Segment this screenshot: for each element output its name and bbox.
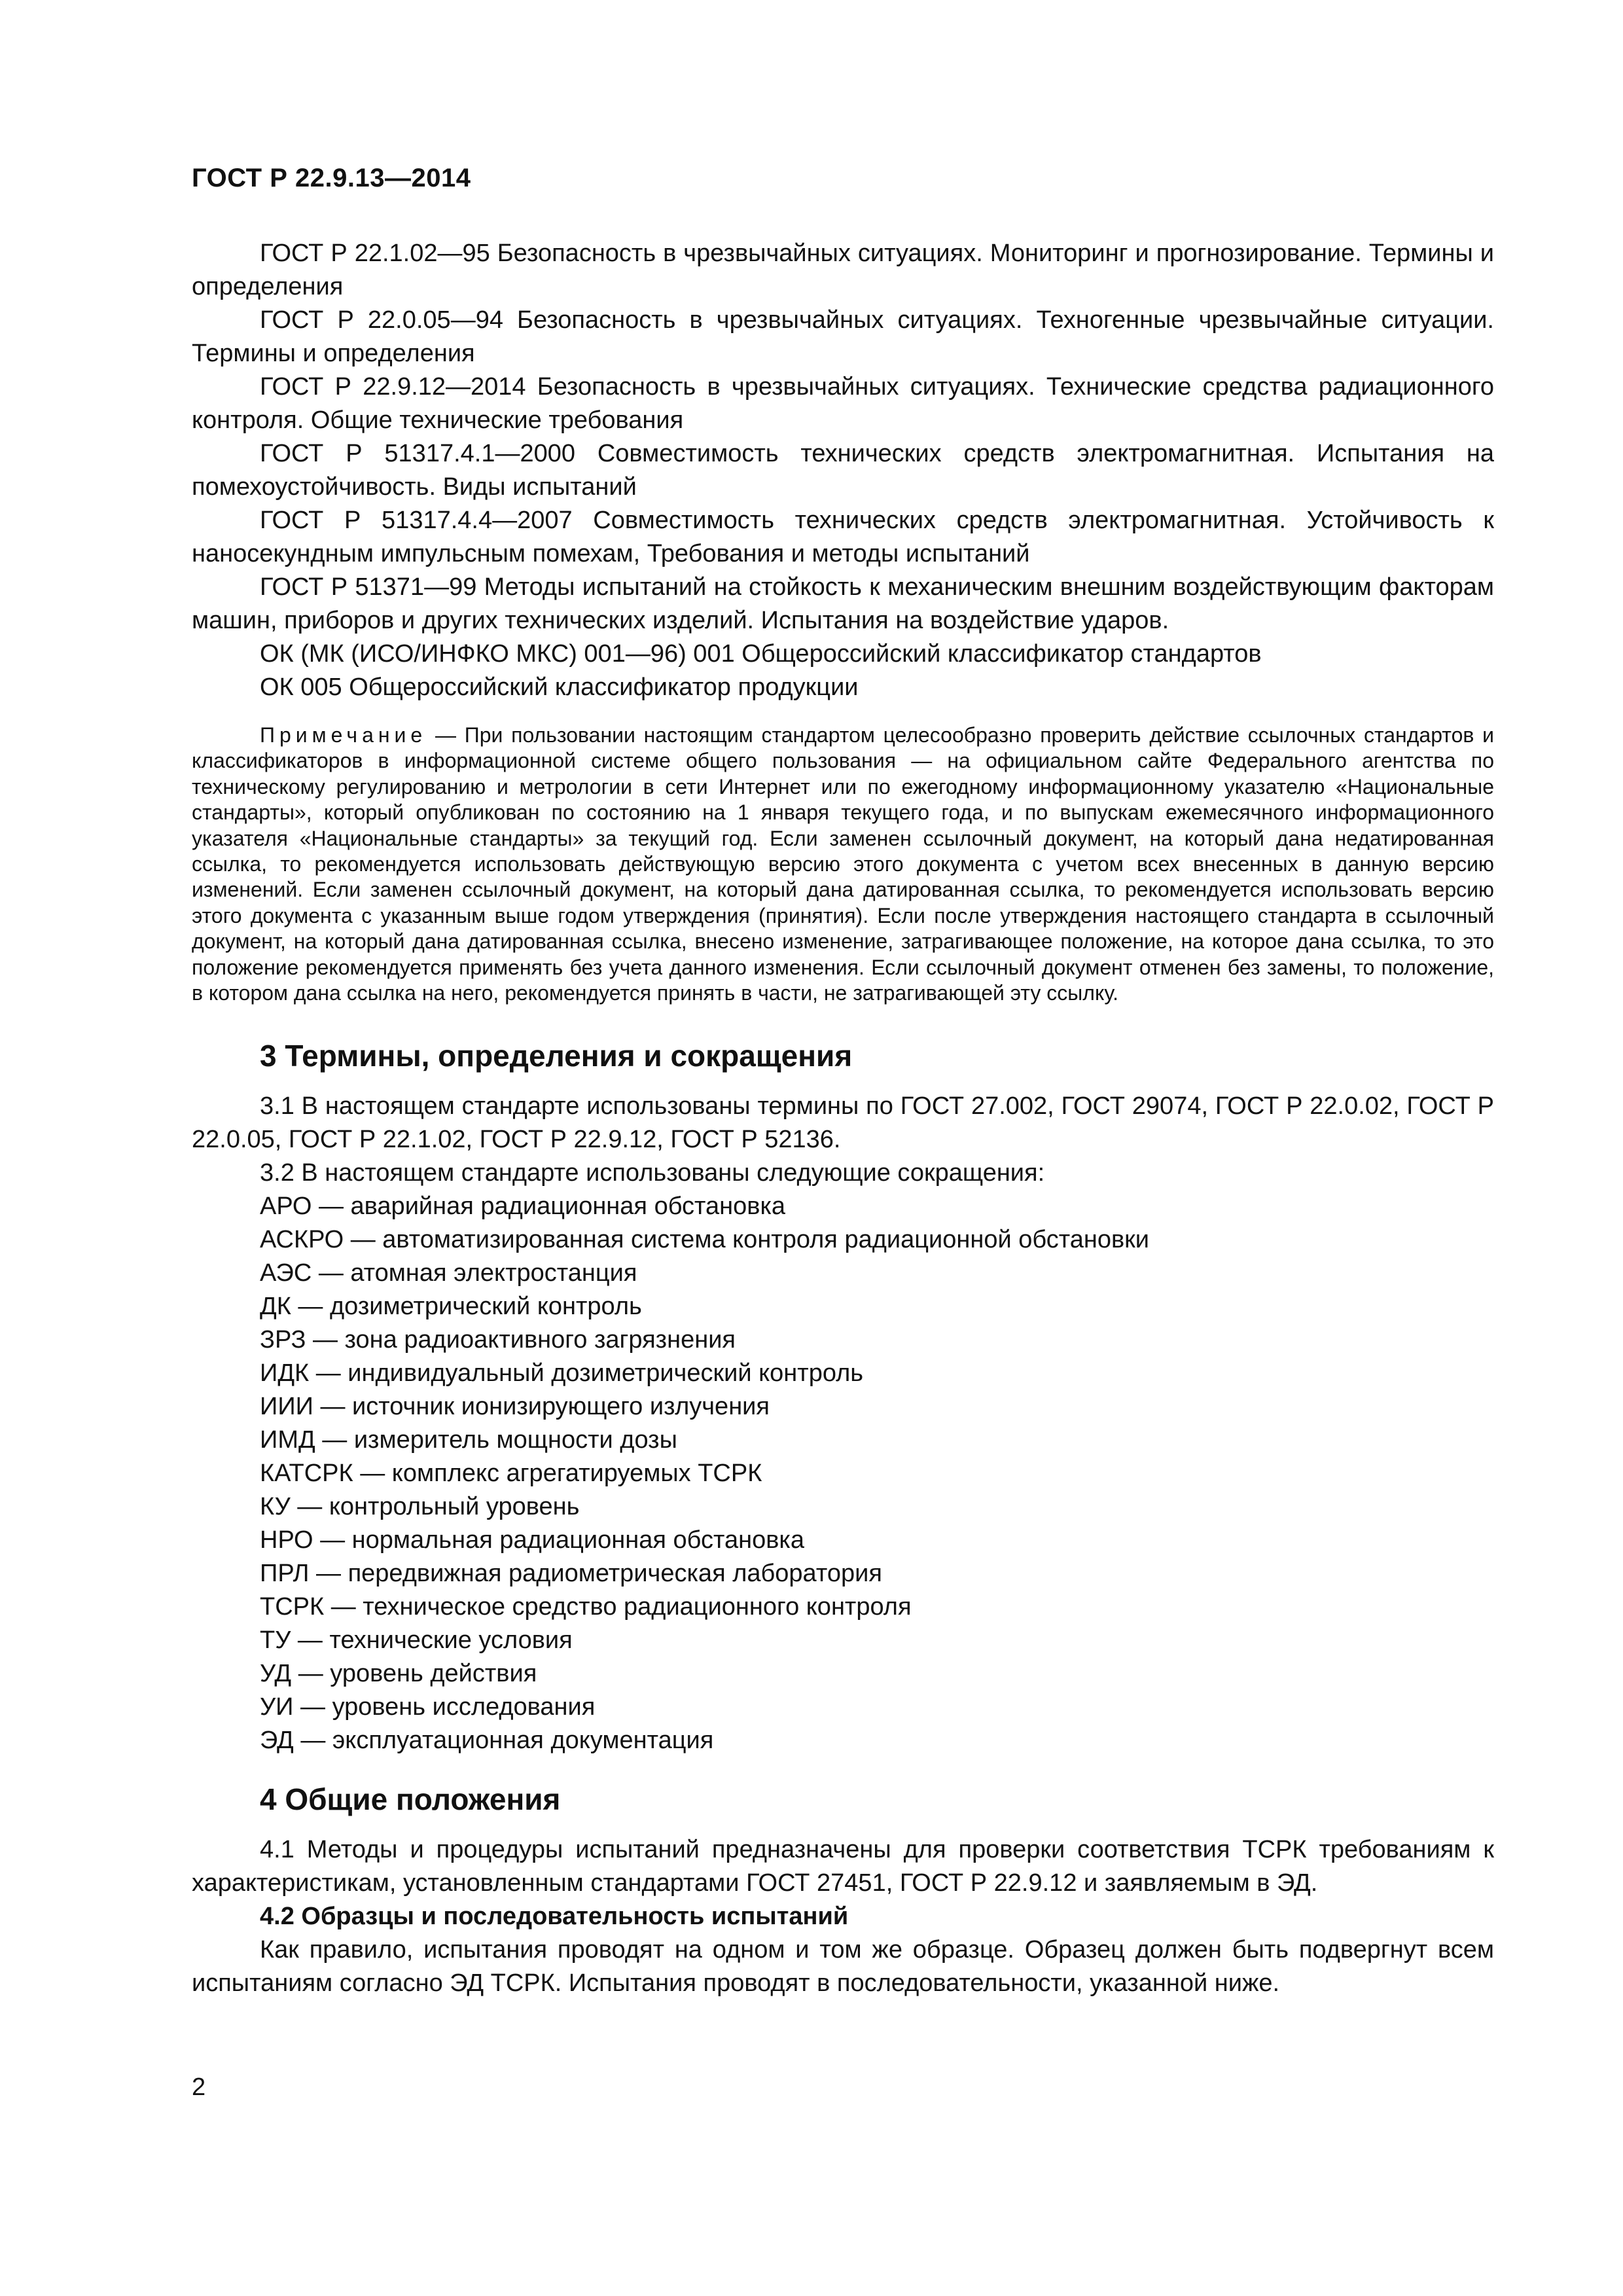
section-3-paragraph-1: 3.1 В настоящем стандарте использованы термины по ГОСТ 27.002, ГОСТ 29074, ГОСТ Р 22.0.02, ГОСТ Р 22.0.05, ГОСТ Р 22.1.02, ГОСТ Р 22.9.12, ГОСТ Р 52136. [192, 1092, 1494, 1154]
reference-item: ГОСТ Р 22.9.12—2014 Безопасность в чрезвычайных ситуациях. Технические средства радиационного контроля. Общие технические требования [192, 373, 1494, 434]
abbreviation-item: ИДК — индивидуальный дозиметрический контроль [260, 1359, 864, 1388]
section-4-title: 4 Общие положения [260, 1782, 561, 1817]
reference-item: ОК (МК (ИСО/ИНФКО МКС) 001—96) 001 Общероссийский классификатор стандартов [260, 640, 1262, 668]
document-header-code: ГОСТ Р 22.9.13—2014 [192, 164, 471, 192]
page-number: 2 [192, 2073, 206, 2101]
note-text: — При пользовании настоящим стандартом целесообразно проверить действие ссылочных стандартов и классификаторов в информационной системе общего пользования — на официальном сайте Федерального агентства по техническому регулированию и метрологии в сети Интернет или по ежегодному информационному указателю «Национальные стандарты», который опубликован по состоянию на 1 января текущего года, и по выпускам ежемесячного информационного указателя «Национальные стандарты» за текущий год. Если заменен ссылочный документ, на который дана недатированная ссылка, то рекомендуется использовать действующую версию этого документа с учетом всех внесенных в данную версию изменений. Если заменен ссылочный документ, на который дана датированная ссылка, то рекомендуется использовать версию этого документа с указанным выше годом утверждения (принятия). Если после утверждения настоящего стандарта в ссылочный документ, на который дана датированная ссылка, внесено изменение, затрагивающее положение, на которое дана ссылка, то это положение рекомендуется применять без учета данного изменения. Если ссылочный документ отменен без замены, то положение, в котором дана ссылка на него, рекомендуется принять в части, не затрагивающей эту ссылку. [192, 723, 1495, 1005]
section-4-paragraph-1: 4.1 Методы и процедуры испытаний предназначены для проверки соответствия ТСРК требованиям к характеристикам, установленным стандартами ГОСТ 27451, ГОСТ Р 22.9.12 и заявляемым в ЭД. [192, 1836, 1494, 1897]
section-3-paragraph-2: 3.2 В настоящем стандарте использованы следующие сокращения: [260, 1159, 1045, 1187]
reference-item: ГОСТ Р 51317.4.4—2007 Совместимость технических средств электромагнитная. Устойчивость к наносекундным импульсным помехам, Требования и методы испытаний [192, 507, 1494, 567]
section-3-title: 3 Термины, определения и сокращения [260, 1039, 853, 1073]
abbreviation-item: ТУ — технические условия [260, 1626, 573, 1655]
abbreviation-item: КУ — контрольный уровень [260, 1493, 580, 1521]
note-paragraph [192, 723, 1494, 1006]
reference-item: ГОСТ Р 51371—99 Методы испытаний на стойкость к механическим внешним воздействующим факторам машин, приборов и других технических изделий. Испытания на воздействие ударов. [192, 573, 1494, 634]
abbreviation-item: ЭД — эксплуатационная документация [260, 1727, 714, 1755]
abbreviation-item: ИМД — измеритель мощности дозы [260, 1426, 677, 1454]
section-4-paragraph-2: Как правило, испытания проводят на одном и том же образце. Образец должен быть подвергнут всем испытаниям согласно ЭД ТСРК. Испытания проводят в последовательности, указанной ниже. [192, 1936, 1494, 1998]
abbreviation-item: ДК — дозиметрический контроль [260, 1293, 642, 1321]
abbreviation-item: НРО — нормальная радиационная обстановка [260, 1526, 805, 1554]
subsection-4-2-title: 4.2 Образцы и последовательность испытаний [260, 1903, 849, 1931]
reference-item: ГОСТ Р 22.1.02—95 Безопасность в чрезвычайных ситуациях. Мониторинг и прогнозирование. Термины и определения [192, 240, 1494, 300]
abbreviation-item: АРО — аварийная радиационная обстановка [260, 1193, 786, 1221]
abbreviation-item: КАТСРК — комплекс агрегатируемых ТСРК [260, 1460, 762, 1488]
abbreviation-item: АСКРО — автоматизированная система контроля радиационной обстановки [260, 1226, 1150, 1254]
reference-item: ГОСТ Р 22.0.05—94 Безопасность в чрезвычайных ситуациях. Техногенные чрезвычайные ситуации. Термины и определения [192, 306, 1494, 367]
abbreviation-item: АЭС — атомная электростанция [260, 1259, 637, 1287]
abbreviation-item: ЗРЗ — зона радиоактивного загрязнения [260, 1326, 736, 1354]
abbreviation-item: ПРЛ — передвижная радиометрическая лаборатория [260, 1560, 882, 1588]
abbreviation-item: ТСРК — техническое средство радиационного контроля [260, 1593, 912, 1621]
abbreviation-item: УД — уровень действия [260, 1660, 537, 1688]
document-body [192, 237, 1494, 2000]
reference-item: ГОСТ Р 51317.4.1—2000 Совместимость технических средств электромагнитная. Испытания на помехоустойчивость. Виды испытаний [192, 440, 1494, 501]
note-label: Примечание [260, 723, 427, 747]
abbreviation-item: ИИИ — источник ионизирующего излучения [260, 1393, 770, 1421]
abbreviation-list [192, 1190, 1494, 1757]
reference-item: ОК 005 Общероссийский классификатор продукции [260, 673, 859, 701]
abbreviation-item: УИ — уровень исследования [260, 1693, 596, 1721]
